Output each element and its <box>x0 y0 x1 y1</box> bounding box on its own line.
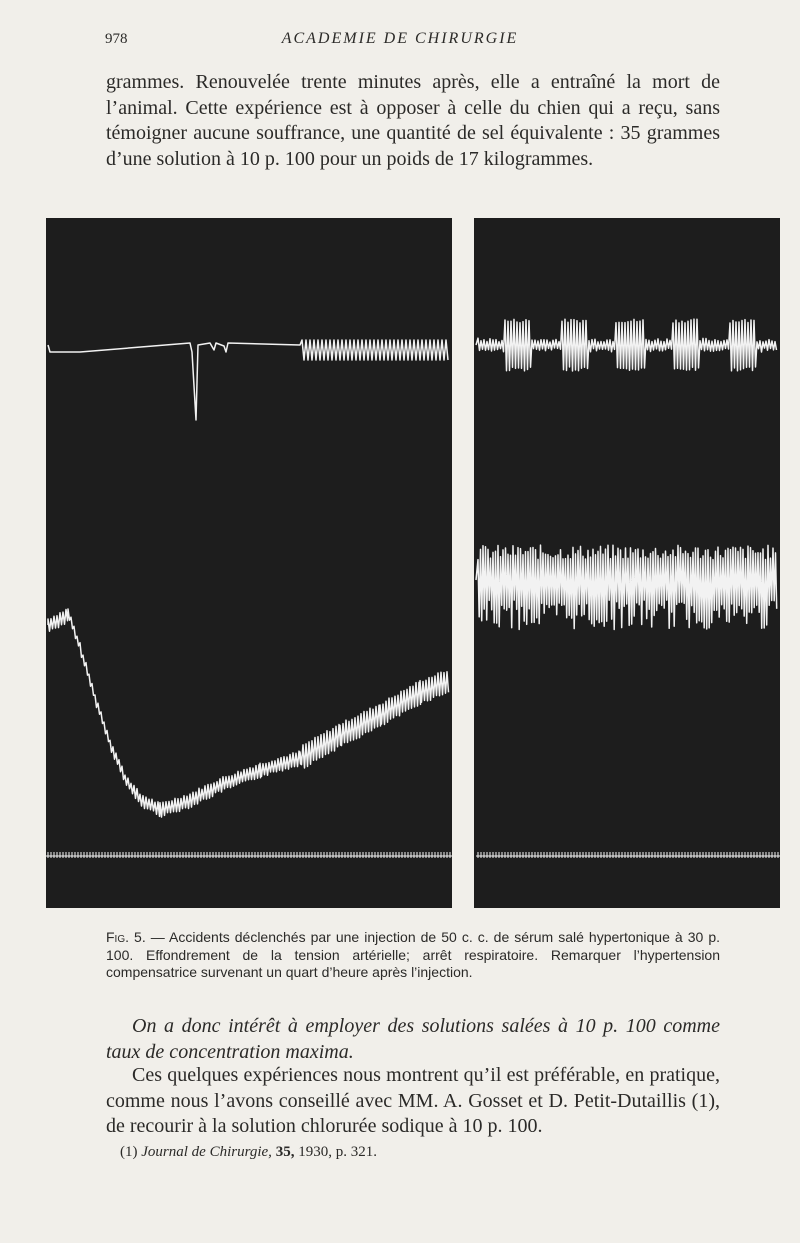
figure-caption-text: Accidents déclenchés par une injection de 50 c. c. de sérum salé hypertonique à 30 p. 100. Effondrement de la tension artérielle; arrêt respiratoire. Remarquer l’hypertension compensatrice survenant un quart d’heure après l’injection. <box>106 929 720 980</box>
left-blood-pressure-trace <box>48 609 449 817</box>
right-blood-pressure-trace <box>476 545 777 629</box>
right-respiration-trace <box>476 319 777 371</box>
left-respiration-trace <box>48 340 448 420</box>
left-time-ticks <box>48 852 450 858</box>
figure-caption <box>106 929 720 982</box>
right-time-ticks <box>478 852 778 858</box>
footnote-volume: 35, <box>275 1144 295 1160</box>
footnote <box>120 1144 377 1161</box>
paragraph-recommendation: Ces quelques expériences nous montrent qu’il est préférable, en pratique, comme nous l’avons conseillé avec MM. A. Gosset et D. Petit-Dutaillis (1), de recourir à la solution chlorurée sodique à 10 p. 100. <box>106 1064 720 1137</box>
footnote-journal: Journal de Chirurgie, <box>141 1144 272 1160</box>
paragraph-conclusion-italic: On a donc intérêt à employer des solutions salées à 10 p. 100 comme taux de concentration maxima. <box>106 1015 720 1063</box>
running-head: ACADEMIE DE CHIRURGIE <box>281 30 519 47</box>
figure-dash: — <box>145 929 165 945</box>
footnote-marker: (1) <box>120 1144 138 1160</box>
page-number: 978 <box>105 31 128 47</box>
footnote-rest: 1930, p. 321. <box>298 1144 377 1160</box>
figure-label: Fig. 5. <box>106 929 146 945</box>
paragraph-continued: grammes. Renouvelée trente minutes après, elle a entraîné la mort de l’animal. Cette expérience est à opposer à celle du chien qui a reçu, sans témoigner aucune souffrance, une quantité de sel équivalente : 35 grammes d’une solution à 10 p. 100 pour un poids de 17 kilogrammes. <box>106 71 720 170</box>
left-panel <box>46 218 452 908</box>
right-panel <box>474 218 780 908</box>
